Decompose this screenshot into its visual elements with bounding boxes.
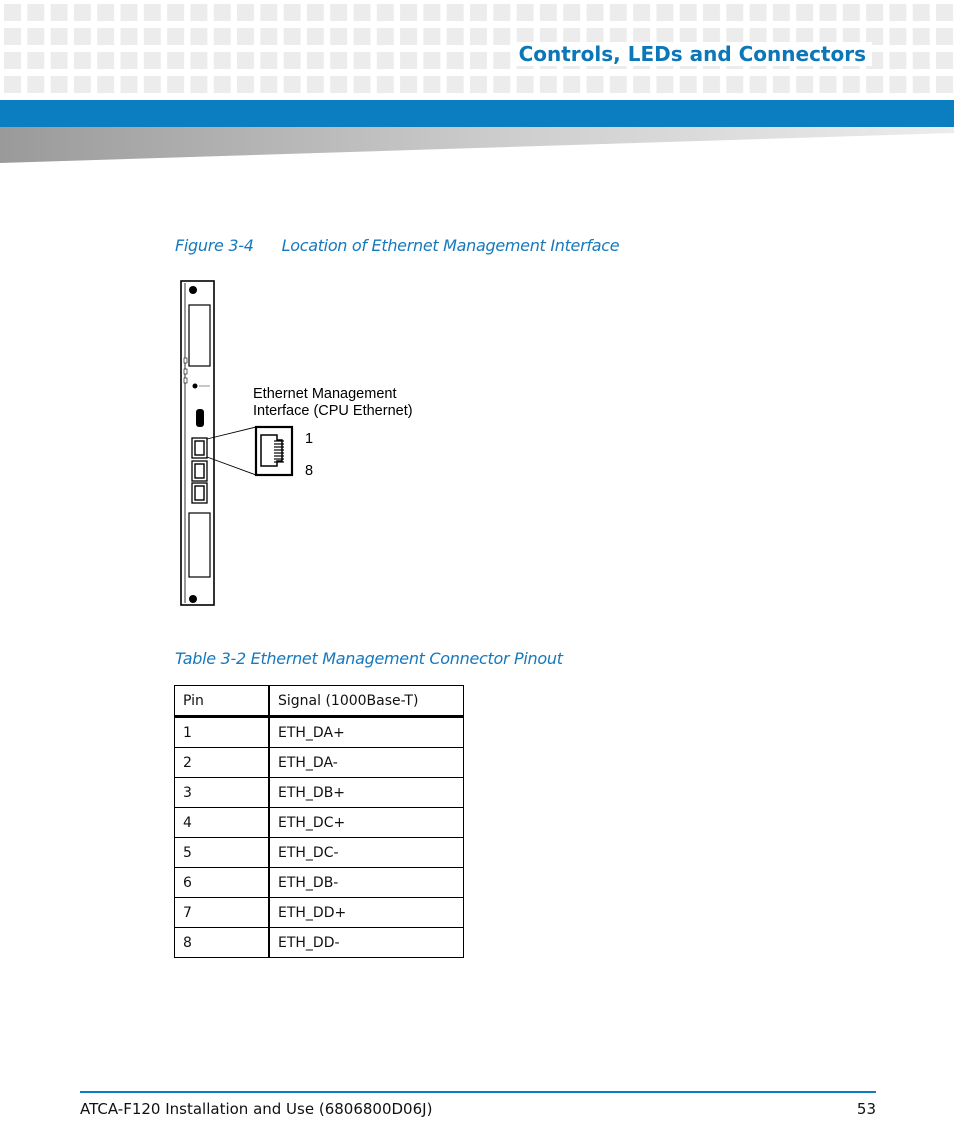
table-row bbox=[175, 838, 464, 868]
table-caption: Table 3-2 Ethernet Management Connector Pinout bbox=[175, 649, 563, 668]
lower-slot bbox=[189, 513, 210, 577]
signal-cell: ETH_DC+ bbox=[269, 808, 464, 838]
header-gray-band bbox=[0, 127, 954, 163]
table-header-row bbox=[175, 686, 464, 717]
footer-doc-title: ATCA-F120 Installation and Use (6806800D06J) bbox=[80, 1100, 433, 1118]
pin-1-label: 1 bbox=[305, 431, 314, 447]
signal-cell: ETH_DC- bbox=[269, 838, 464, 868]
section-title: Controls, LEDs and Connectors bbox=[513, 42, 872, 66]
pin-cell: 3 bbox=[175, 778, 270, 808]
signal-cell: ETH_DA+ bbox=[269, 717, 464, 748]
reset-button-icon bbox=[193, 384, 198, 389]
pin-cell: 2 bbox=[175, 748, 270, 778]
figure-number: Figure 3-4 bbox=[175, 236, 254, 255]
serial-connector-icon bbox=[196, 409, 204, 427]
pin-cell: 6 bbox=[175, 868, 270, 898]
table-row bbox=[175, 717, 464, 748]
callout-label-line1: Ethernet Management bbox=[253, 386, 397, 402]
figure-caption bbox=[175, 236, 619, 255]
led-indicator bbox=[184, 358, 187, 363]
pin-cell: 8 bbox=[175, 928, 270, 958]
table-row bbox=[175, 898, 464, 928]
pin-cell: 1 bbox=[175, 717, 270, 748]
led-indicator bbox=[184, 378, 187, 383]
pin-8-label: 8 bbox=[305, 463, 314, 479]
pin-cell: 4 bbox=[175, 808, 270, 838]
table-row bbox=[175, 748, 464, 778]
table-row bbox=[175, 928, 464, 958]
pin-cell: 5 bbox=[175, 838, 270, 868]
callout-label-line2: Interface (CPU Ethernet) bbox=[253, 403, 413, 419]
column-header-pin: Pin bbox=[175, 686, 270, 717]
header-blue-band bbox=[0, 100, 954, 127]
page-number: 53 bbox=[856, 1100, 876, 1118]
table-row bbox=[175, 778, 464, 808]
bottom-screw-icon bbox=[189, 595, 197, 603]
figure-title: Location of Ethernet Management Interface bbox=[281, 236, 620, 255]
signal-cell: ETH_DB- bbox=[269, 868, 464, 898]
signal-cell: ETH_DB+ bbox=[269, 778, 464, 808]
pin-cell: 7 bbox=[175, 898, 270, 928]
led-indicator bbox=[184, 369, 187, 374]
pinout-table bbox=[174, 685, 464, 958]
signal-cell: ETH_DD+ bbox=[269, 898, 464, 928]
signal-cell: ETH_DA- bbox=[269, 748, 464, 778]
footer-rule bbox=[80, 1091, 876, 1093]
faceplate-diagram bbox=[170, 275, 440, 615]
top-screw-icon bbox=[189, 286, 197, 294]
signal-cell: ETH_DD- bbox=[269, 928, 464, 958]
table-row bbox=[175, 868, 464, 898]
column-header-signal: Signal (1000Base-T) bbox=[269, 686, 464, 717]
upper-slot bbox=[189, 305, 210, 366]
table-row bbox=[175, 808, 464, 838]
